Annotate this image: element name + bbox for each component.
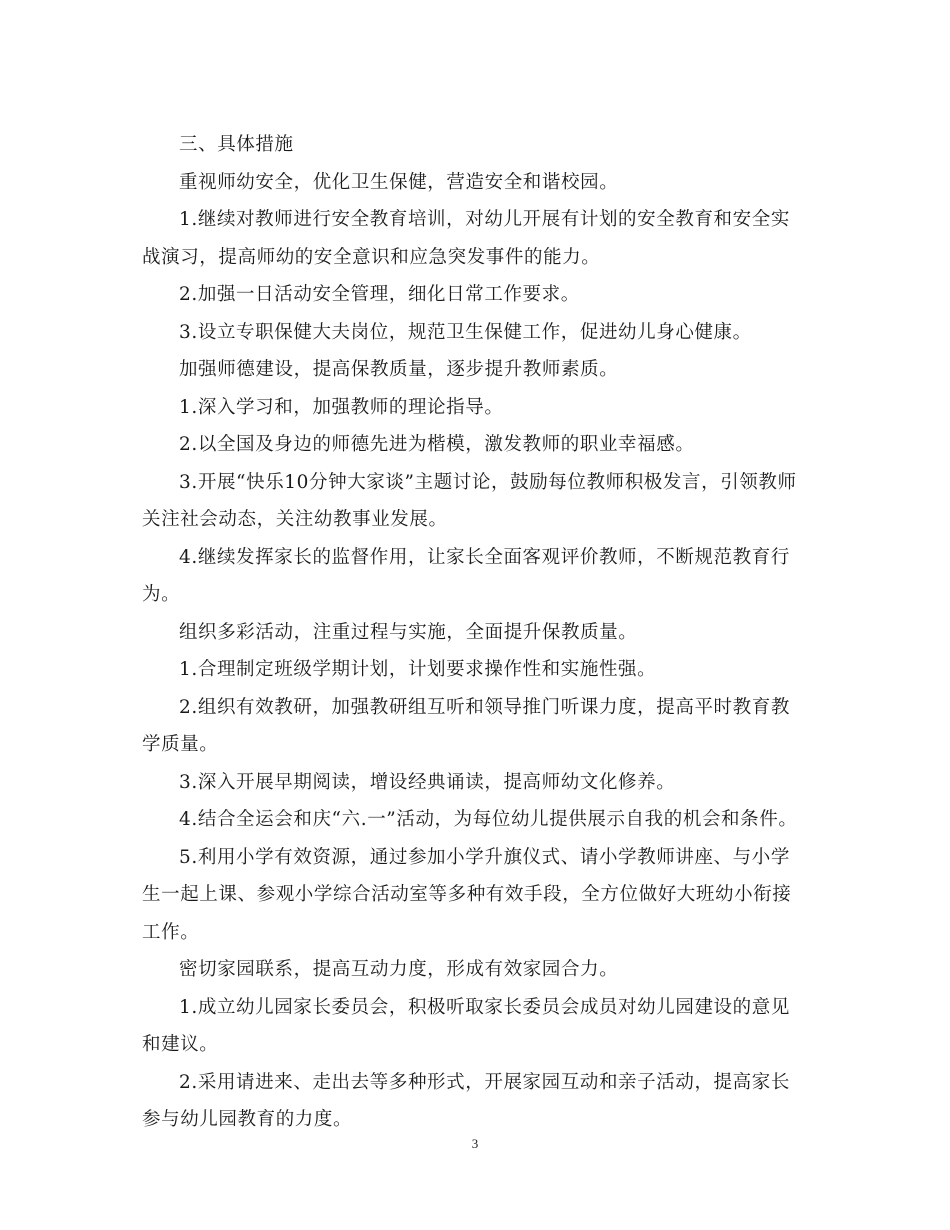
paragraph-item: 2.组织有效教研，加强教研组互听和领导推门听课力度，提高平时教育教学质量。: [142, 696, 790, 755]
paragraph-item: 3.开展“快乐10分钟大家谈”主题讨论，鼓励每位教师积极发言，引领教师关注社会动态，关注幼教事业发展。: [142, 471, 797, 530]
paragraph-item: 5.利用小学有效资源，通过参加小学升旗仪式、请小学教师讲座、与小学生一起上课、参观小学综合活动室等多种有效手段，全方位做好大班幼小衔接工作。: [142, 846, 792, 943]
paragraph-item: 1.成立幼儿园家长委员会，积极听取家长委员会成员对幼儿园建设的意见和建议。: [142, 996, 790, 1055]
paragraph-item: 3.深入开展早期阅读，增设经典诵读，提高师幼文化修养。: [179, 771, 676, 793]
paragraph-subheading: 密切家园联系，提高互动力度，形成有效家园合力。: [179, 959, 619, 980]
paragraph-item: 1.继续对教师进行安全教育培训，对幼儿开展有计划的安全教育和安全实战演习，提高师幼的安全意识和应急突发事件的能力。: [142, 209, 790, 268]
paragraph-item: 2.加强一日活动安全管理，细化日常工作要求。: [179, 284, 580, 305]
paragraph-item: 4.继续发挥家长的监督作用，让家长全面客观评价教师，不断规范教育行为。: [142, 546, 790, 605]
paragraph-item: 4.结合全运会和庆“六.一”活动，为每位幼儿提供展示自我的机会和条件。: [179, 809, 798, 830]
paragraph-subheading: 加强师德建设，提高保教质量，逐步提升教师素质。: [179, 359, 619, 380]
paragraph-subheading: 组织多彩活动，注重过程与实施，全面提升保教质量。: [179, 621, 638, 643]
paragraph-item: 1.深入学习和，加强教师的理论指导。: [179, 396, 504, 418]
page-number: 3: [471, 1136, 479, 1151]
section-heading: 三、具体措施: [179, 134, 294, 155]
paragraph-item: 3.设立专职保健大夫岗位，规范卫生保健工作，促进幼儿身心健康。: [179, 321, 752, 343]
paragraph-item: 2.采用请进来、走出去等多种形式，开展家园互动和亲子活动，提高家长参与幼儿园教育的力度。: [142, 1071, 790, 1130]
paragraph-item: 1.合理制定班级学期计划，计划要求操作性和实施性强。: [179, 659, 657, 680]
document-body: [0, 126, 950, 1139]
paragraph-subheading: 重视师幼安全，优化卫生保健，营造安全和谐校园。: [179, 171, 619, 193]
paragraph-item: 2.以全国及身边的师德先进为楷模，激发教师的职业幸福感。: [179, 434, 695, 455]
